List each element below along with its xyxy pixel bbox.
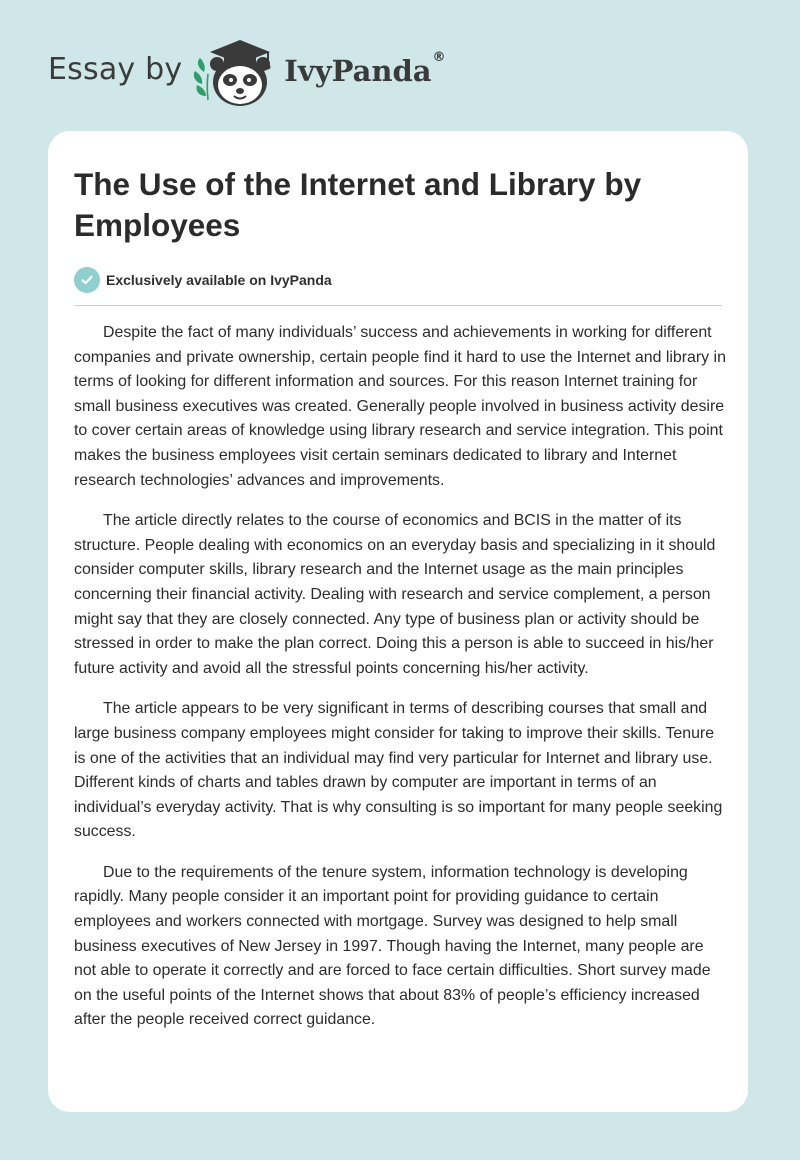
panda-graduate-icon bbox=[190, 34, 282, 110]
brand-name bbox=[284, 50, 446, 88]
paragraph: The article directly relates to the course of economics and BCIS in the matter of its structure. People dealing with economics on an everyday basis and specializing in it should consider computer skills, library research and the Internet usage as the main principles concerning their financial activity. Dealing with research and service complement, a person might say that they are closely connected. Any type of business plan or activity should be stressed in order to make the plan correct. Doing this a person is able to succeed in his/her future activity and avoid all the stressful points concerning his/her activity. bbox=[74, 512, 716, 677]
page-title: The Use of the Internet and Library by Employees bbox=[74, 166, 642, 243]
brand-name-text: IvyPanda bbox=[284, 54, 432, 88]
essay-card bbox=[48, 131, 748, 1112]
registered-mark: ® bbox=[432, 50, 446, 65]
paragraph: The article appears to be very significant in terms of describing courses that small and large business company employees might consider for taking to improve their skills. Tenure is one of the activities that an individual may find very particular for Internet and library use. Different kinds of charts and tables drawn by computer are important in terms of an individual’s everyday activity. That is why consulting is so important for many people seeking success. bbox=[74, 700, 723, 841]
check-circle-icon bbox=[74, 267, 100, 293]
divider bbox=[74, 305, 722, 306]
exclusive-badge bbox=[74, 267, 722, 293]
badge-text: Exclusively available on IvyPanda bbox=[106, 272, 332, 288]
brand-prefix: Essay by bbox=[48, 51, 183, 87]
brand-header[interactable] bbox=[48, 34, 446, 110]
paragraph: Due to the requirements of the tenure system, information technology is developing rapidly. Many people consider it an important point for providing guidance to certain employees and workers connected with mortgage. Survey was designed to help small business executives of New Jersey in 1997. Though having the Internet, many people are not able to operate it correctly and are forced to face certain difficulties. Short survey made on the useful points of the Internet shows that about 83% of people’s efficiency increased after the people received correct guidance. bbox=[74, 863, 711, 1029]
paragraph: Despite the fact of many individuals’ success and achievements in working for different companies and private ownership, certain people find it hard to use the Internet and library in terms of looking for different information and sources. For this reason Internet training for small business executives was created. Generally people involved in business activity desire to cover certain areas of knowledge using library research and service integration. This point makes the business employees visit certain seminars dedicated to library and Internet research technologies’ advances and improvements. bbox=[74, 324, 726, 489]
article-body bbox=[74, 321, 726, 1033]
